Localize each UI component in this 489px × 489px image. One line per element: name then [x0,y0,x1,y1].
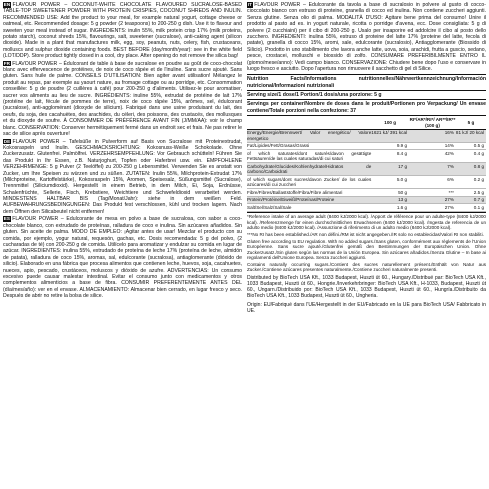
section-it [247,2,486,72]
value-per-100g: 9.9 g [371,142,409,150]
value-per-100g: 1.6 g [371,204,409,212]
nutrition-row [247,189,486,197]
lang-badge-es: ES [3,216,10,222]
footnote-ri: *Reference intake of an average adult (8400 kJ/2000 kcal). /Apport de référence pour un adulte-type (8400 kJ/2000 kcal). /Referenzmenge für einen durchschnittlichen Erwachsenen (8400 kJ/2000 kcal). /Ingesta de referencia de un adulto medio (8400 kJ/2000 kcal). /Assunzione di riferimento di un adulto medio (8400 kJ/2000 kcal). [247,214,486,231]
left-column [3,2,242,487]
nutrient-label: Salt/Sel/Salz/Sal/Sale [247,204,371,212]
value-per-5g: 0.8 g [456,163,486,176]
distributor-info: Distributed by BioTech USA Kft., 1033 Budapest, Huszti út 60., Hungary./Distribué par: BioTech USA Kft., 1033 Budapest, Huszti út 60., Hongrie./Inverkehrbringer: BioTech USA Kft., H-1033, Budapest, Huszti út 60., Ungarn./Distribuido por: BioTech USA Kft., 1033 Budapest, Huszti út 60., Hungría./Distribuito da BioTech USA Kft., 1033 Budapest, Huszti út 60., Ungheria. [247,274,486,300]
nutrition-grid [247,116,486,212]
nutrition-row [247,176,486,189]
origin-info: Origin: EU/Fabriqué dans l'UE/Hergestellt in der EU/Fabricado en la UE para BioTech USA/ Fabbricato in UE. [247,301,486,314]
nutrient-label: of which saturates/dont saturés/davon gesättigte Fettsäuren/de las cuales saturadas/di cui saturi [247,150,372,162]
nutrient-label: Fibre/Fibres/Ballaststoffe/Fibra/Fibre alimentari [247,189,371,197]
section-de [3,139,242,216]
nutrition-rows [247,129,486,211]
value-per-5g: 0.1 g [456,204,486,212]
footnote-no-ri: ***No RI has been established./AR non défini./RM ist nicht angegeben./IR solo no establecidas/Valori RI non stabiliti. [247,232,484,238]
nutrient-label: Fat/Lipides/Fett/Grasas/Grassi [247,142,371,150]
nutrition-row [247,163,486,176]
value-ri: 6% [409,176,456,189]
value-per-100g: 5.0 g [371,176,409,189]
value-per-5g: 81 kJ/ 20 kcal [456,129,486,142]
nutrient-label: Protein/Protéine/Eiweiß/Proteínas/Proteine [247,196,371,204]
value-per-5g: 2.5 g [456,189,486,197]
text-es: FLAVOUR POWER – Edulcorante de mesa en polvo a base de sucralosa, con sabor a coco-chocolate blanco, con extrudado de proteínas, ralladura de coco e inulina. Sin azúcares añadidos. Sin gluten. Sin aceite de palma. MODO DE EMPLEO: ¡Agitar antes de usar! Mezclar el producto con su comida, por ejemplo, yogur natural, requesón, gachas, etc. Dosis recomendada: 5 g del polvo, (2 cucharadas de té) con 200-250 g de comida. Utilícelo para aromatizar y endulzar su comida en lugar de azúcar. INGREDIENTES: inulina 55%, extrudado de proteína de leche 17% (proteína de leche, almidón de patata), ralladura de coco 15%, aromas, sal, edulcorante (sucralosa), antiaglomerante (dióxido de silicio). Elaborado en una fábrica que procesa alimentos que contienen leche, huevos, soja, cacahuetes, nueces, apio, pescado, crustáceos, moluscos y dióxido de azufre. ADVERTENCIAS: Un consumo excesivo puede causar malestar intestinal. Evitar el consumo junto con medicamentos y otros complementos alimenticios a base de fibra. CONSUMIR PREFERENTEMENTE ANTES DEL (día/mes/año): ver en el envase. ALMACENAMIENTO: Almacenar bien cerrado, en lugar fresco y seco. Después de abrir no retire la bolsa de silice. [3,216,242,300]
serving-size: Serving size/1 dose/1 Portion/1 dosis/una porzione: 5 g [247,91,486,100]
nutrient-label: Carbohydrate/Glucides/Kohlenhydrate/Hidratos de carbono/Carboidrati [247,163,372,175]
value-ri: 16% [409,129,456,142]
value-per-100g: 1621 kJ/ 391 kcal [371,129,409,142]
value-per-100g: 17 g [371,163,409,176]
nutrition-col-headers [247,116,486,129]
lang-badge-it: IT [247,2,252,7]
nutrition-row [247,142,486,150]
nutrient-label: of which sugars/dont sucres/davon Zucker/ de los cuales azúcares/di cui zuccheri [247,176,372,188]
section-en [3,2,242,60]
value-ri: *** [409,189,456,197]
right-column [247,2,486,487]
value-per-5g: 0.5 g [456,142,486,150]
text-fr: FLAVOUR POWER – Édulcorant de table à base de sucralose en poudre au goût de coco-chocolat blanc avec effervescence de protéines, de noix de coco râpée et de l'inuline. Sans sucre ajouté. Sans gluten. Sans huile de palme. CONSEILS D'UTILISATION: Bien agiter avant utilisation! Mélangez le produit au repas, par exemple au yaourt nature, au fromage cottage ou au porridge, etc. Consommation conseillée: 5 g de poudre (2 cuillères à café) pour 200-250 g d'aliments. Utilisez-le pour aromatiser, sucrer vos aliments au lieu de sucre. INGRÉDIENTS: inuline 55%, extrudat de protéine de lait 17% (protéine de lait, fécule de pommes de terre), noix de coco râpée 15%, arômes, sel, édulcorant (sucralose), anti-agglomérant (dioxyde de silicium). Fabriqué dans une usine produisant du lait, des oeufs, du soja, des cacahuètes, des arachides, du céleri, des poissons, des crustacés, des mollusques et du dioxyde de soufre. À CONSOMMER DE PRÉFÉRENCE AVANT FIN (J/MM/AA): voir le champ blanc. CONSERVATION: Conserver hermétiquement fermé dans un endroit sec et frais. Ne pas retirer le sac de silice après ouverture! [3,60,242,137]
nutrition-header: Nutrition Facts/Informations nutritionnelles/Nährwertkennzeichnung/Información nutricional/Informazioni nutrizionali [247,75,486,91]
lang-badge-de: DE [3,138,11,144]
col-per-100g: 100 g [371,116,409,129]
value-per-5g: 0.7 g [456,196,486,204]
text-it: FLAVOUR POWER – Edulcorante da tavola a base di sucralosio in polvere al gusto di cocco-cioccolato bianco con estruso di proteine, granella di cocco ed inulina. Non contiene zuccheri aggiunti. Senza glutine. Senza olio di palma. MODALITÀ D'USO: Agitare bene prima del consumo! Unire il prodotto al pasto ad es. in yogurt naturale, ricotta o porridge d'avena, ecc. Dose consigliata: 5 g di polvere (2 cucchiaini) per il cibo di 200-250 g. Usalo per insaporire ed addolcire il cibo al posto dello zucchero. INGREDIENTI: inulina 55%, estruso di proteine del latte 17% (proteine del latte, fecola di patate), granella di cocco 15%, aromi, sale, edulcorante (sucralosio), Antiagglomerante (Biossido di Silicio). Prodotto in uno stabilimento che lavora anche latte, uova, soia, arachidi, frutta a guscio, sedano, pesce, crostacei, molluschi e biossido di zolfo. CONSUMARE PREFERIBILMENTE ENTRO IL (giorno/mese/anno): Vedi campo bianco. CONSERVAZIONE: Chiudere bene dopo l'uso e conservare in luogo fresco e asciutto. Dopo l'apertura non rimuovere il sacchetto di gel di Silice. [247,2,486,72]
value-ri: 42% [409,150,456,163]
col-per-5g: 5 g [456,116,486,129]
lang-badge-fr: FR [3,60,10,66]
servings-per-container: Servings per container/Nombre de doses dans le produit/Portionen pro Verpackung/ Un envase contiene/Totale porzioni nella confezione: 37 [247,100,486,116]
section-fr [3,61,242,138]
value-per-5g: 0.2 g [456,176,486,189]
value-ri: 27% [409,204,456,212]
lang-badge-en: EN [3,2,11,7]
footnote-gluten: Gluten free according to EU regulation. With no added sugars./Sans gluten, conformément aux règlements de l'Union Européenne. Sans sucre ajouté./Glutenfrei gemäß den Bestimmungen der Europäischen Union. Ohne Zuckerzusatz./Sin gluten según las normas de la Unión Europea. Sin azúcares añadidos./Senza Glutine – In base ai regolamenti dell'Unione Europea. Senza zuccheri aggiunti. [247,238,486,261]
col-ri: RI*/AR*/RI*/ AR**/IR**(100 g) [409,117,456,128]
value-per-100g: 50 g [371,189,409,197]
nutrition-table [247,74,486,213]
value-per-5g: 0.4 g [456,150,486,163]
value-ri: 27% [409,196,456,204]
nutrient-label: Energy/Energie/Brennwert/ Valor energético/ Valore energetico [247,130,372,141]
value-ri: 14% [409,142,456,150]
nutrition-row [247,196,486,204]
value-per-100g: 13 g [371,196,409,204]
value-ri: 7% [409,163,456,176]
section-es [3,216,242,299]
nutrition-row [247,129,486,142]
value-per-100g: 8.4 g [371,150,409,163]
text-de: FLAVOUR POWER – Tafelsüße in Pulverform auf Basis von Sucralose mit Proteinextrudat, Kokosraspeln und Inulin. GESCHMACKSRICHTUNG: Kokosnuss-Weiße Schokolade. Ohne Zuckerzusatz. Glutenfrei. Palmölfrei. VERZEHRSEMPFEHLUNG: Vor Gebrauch schütteln! Führen Sie das Produkt in Ihr Essen, z.B. Naturjoghurt, Topfen oder Haferbrei usw. ein. EMPFOHLENE VERZEHRMENGE: 5 g Pulver (2 Teelöffel) zu 200-250 g Lebensmittel. Verwenden Sie es anstatt von Zucker, um Ihre Speisen zu würzen und zu süßen. ZUTATEN: Inulin 55%, Milchprotein-Extrudat 17% (Milchproteine, Kartoffelstärke), Kokosraspeln 15%, Aromen, Speisesalz, Süßungsmittel (Sucralose), Trennmittel (Siliciumdioxid). Hergestellt in einem Betrieb, in dem Milch, Ei, Soja, Erdnüsse, Schalenfrüchte, Sellerie, Fisch, Krebstiere, Weichtiere und Schwefeldioxid verarbeitet werden. MINDESTENS HALTBAR BIS (Tag/Monat/Jahr): siehe in dem weißen Feld. AUFBEWAHRUNGSBEDINGUNGEN: Das Produkt fest verschlossen, kühl und trocken lagern. Nach dem Öffnen den Silicabeutel nicht entfernen! [3,138,242,215]
footnote-sugars: Contains naturally occurring sugars./Contient des sucres naturellement présent./Enthält von Natur aus Zucker./Contiene azúcares presentes naturalmente./Contiene zuccheri naturalmente presenti. [247,261,486,273]
text-en: FLAVOUR POWER – COCONUT-WHITE CHOCOLATE FLAVOURED SUCRALOSE-BASED TABLE-TOP SWEETENER POWDER WITH PROTEIN CRISPIES, COCONUT SHREDS AND INULIN. RECOMMENDED USE: Add the product to your meal, for example natural yogurt, cottage cheese or oatmeal, etc. Recommended dosage: 5 g powder (2 teaspoons) to 200-250 g dish. Use it to flavour and sweeten your meal instead of sugar. INGREDIENTS: inulin 55%, milk protein crisp 17% (milk proteins, potato starch), coconut shreds 15%, flavourings, salt, sweetener (sucralose), anti-caking agent (silicon dioxide). Made in a plant that manufactures milk, egg, soy, peanuts, nuts, celery, fish, crustaceans, molluscs and sulphur dioxide containing foods. BEST BEFORE (day/month/year): see in the white field (LOT/DDP). Store product tightly closed in a cool, dry place. After opening do not remove the silica bag! [3,2,242,60]
nutrition-row [247,150,486,163]
nutrition-row [247,204,486,212]
